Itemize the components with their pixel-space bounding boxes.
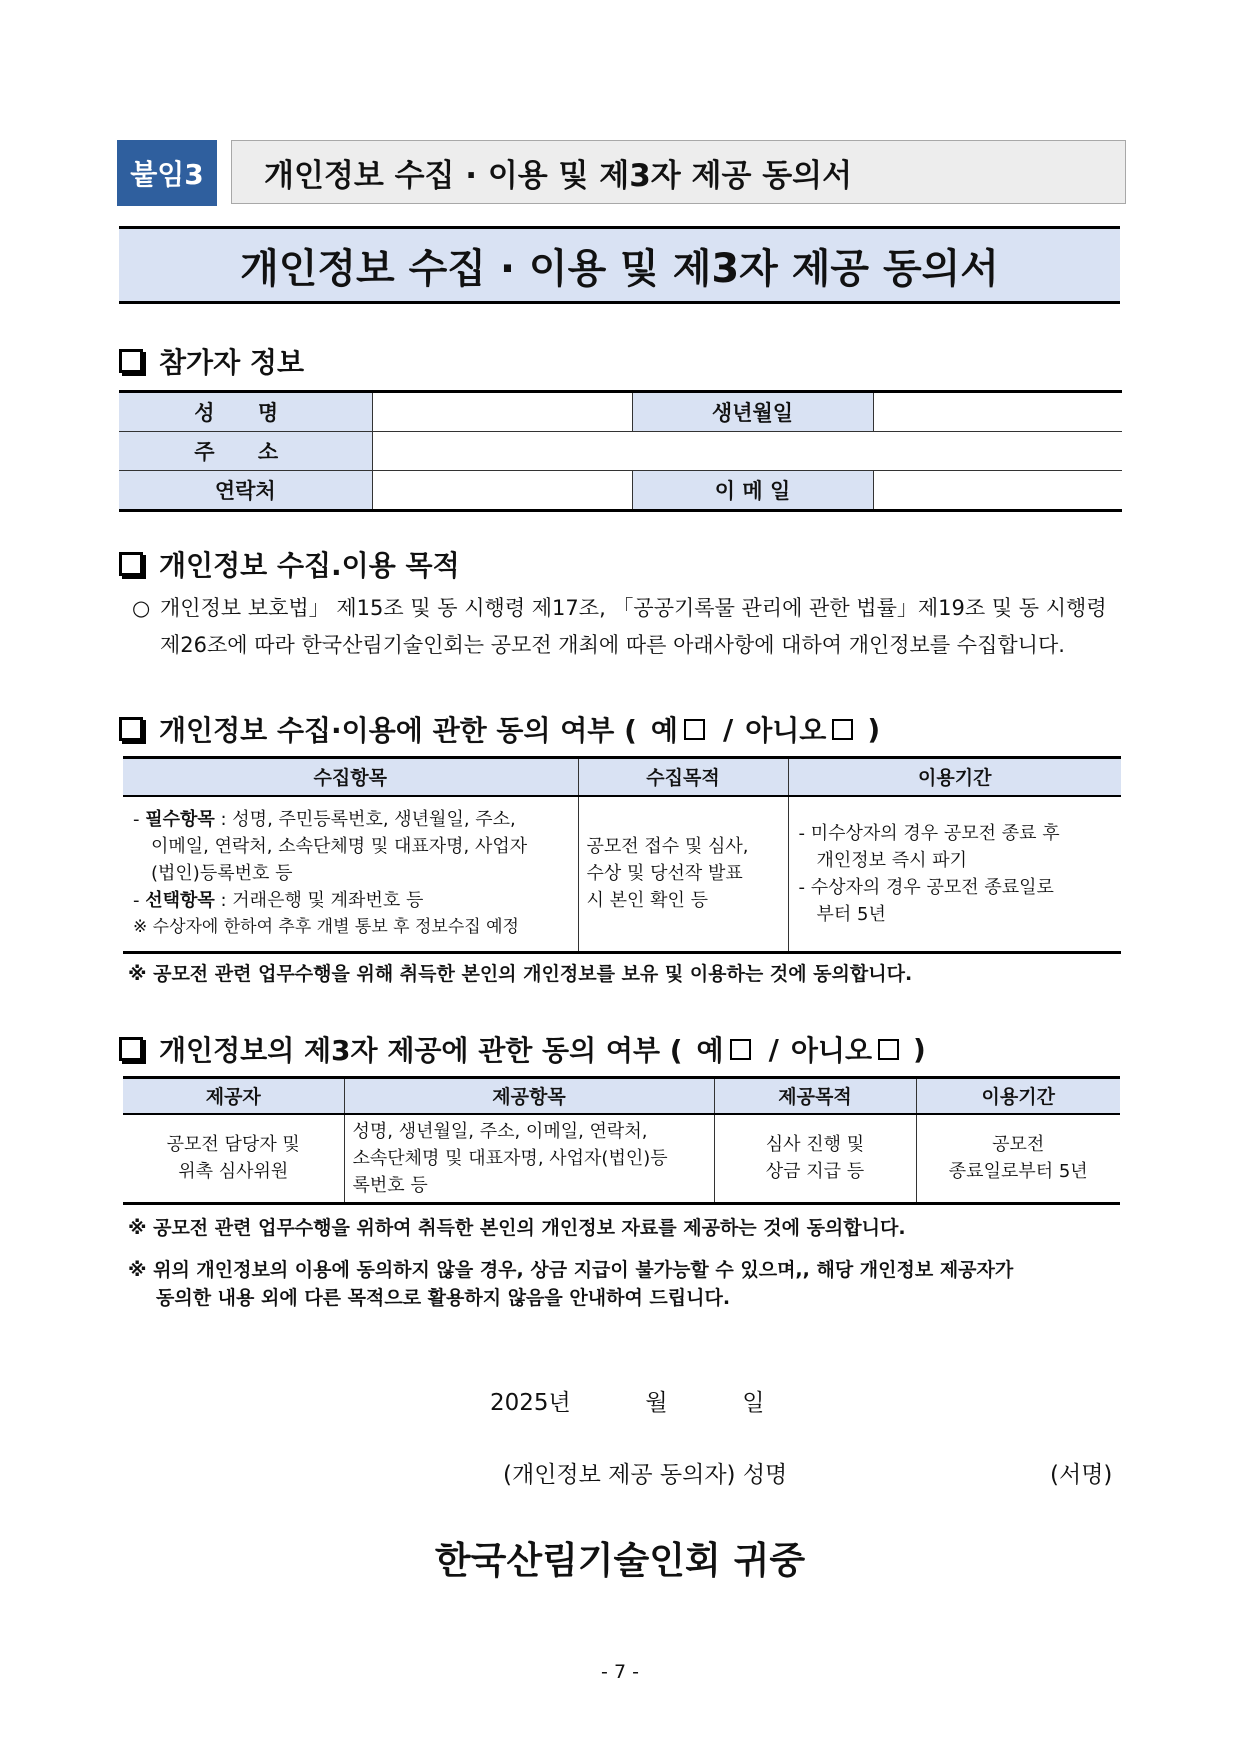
third-party-table [123, 1076, 1120, 1205]
purpose-line-1: 개인정보 보호법」 제15조 및 동 시행령 제17조, 「공공기록물 관리에 관한 법률」제19조 및 동 시행령 [160, 596, 1107, 620]
checkbox-square-icon [119, 717, 143, 741]
page-number: - 7 - [601, 1661, 639, 1683]
period-text: - 수상자의 경우 공모전 종료일로 [798, 876, 1054, 898]
section-collection-consent-heading [119, 709, 880, 749]
column-header: 제공항목 [344, 1078, 714, 1114]
collection-purpose-cell [578, 796, 788, 953]
date-month: 월 [645, 1390, 668, 1416]
table-header-row [123, 1078, 1120, 1114]
name-label: 성 명 [119, 392, 372, 432]
slash-separator: / [722, 712, 734, 746]
period-text: 공모전 [992, 1134, 1045, 1156]
birthdate-label: 생년월일 [632, 392, 873, 432]
notice-footnote-line-1: ※ 위의 개인정보의 이용에 동의하지 않을 경우, 상금 지급이 불가능할 수 있으며,, 해당 개인정보 제공자가 [128, 1259, 1014, 1281]
collection-table [123, 756, 1121, 954]
provided-items-cell [344, 1114, 714, 1204]
table-header-row [123, 758, 1121, 796]
required-items-text: : 성명, 주민등록번호, 생년월일, 주소, [214, 809, 516, 831]
period-text: 개인정보 즉시 파기 [816, 849, 968, 871]
provider-text: 공모전 담당자 및 [166, 1134, 300, 1156]
yes-label: 예 [650, 714, 678, 747]
section-third-party-consent-heading [119, 1029, 926, 1069]
collection-items-cell [123, 796, 578, 953]
purpose-text: 시 본인 확인 등 [586, 890, 708, 912]
provided-period-cell [916, 1114, 1120, 1204]
close-paren: ) [913, 1032, 926, 1066]
column-header: 제공목적 [714, 1078, 916, 1114]
notice-footnote-line-2: 동의한 내용 외에 다른 목적으로 활용하지 않음을 안내하여 드립니다. [156, 1287, 731, 1309]
table-row [123, 1114, 1120, 1204]
required-items-text: 이메일, 연락처, 소속단체명 및 대표자명, 사업자 [151, 836, 528, 858]
provided-purpose-cell [714, 1114, 916, 1204]
third-party-no-checkbox[interactable] [878, 1039, 899, 1060]
third-party-yes-checkbox[interactable] [730, 1039, 751, 1060]
consent-yes-checkbox[interactable] [684, 719, 705, 740]
purpose-paragraph [132, 590, 1122, 664]
column-header: 제공자 [123, 1078, 344, 1114]
section-heading-text: 참가자 정보 [159, 346, 304, 379]
items-text: 성명, 생년월일, 주소, 이메일, 연락처, [352, 1120, 648, 1142]
consent-no-checkbox[interactable] [832, 719, 853, 740]
no-label: 아니오 [745, 714, 827, 747]
items-text: 소속단체명 및 대표자명, 사업자(법인)등 [352, 1147, 668, 1169]
purpose-text: 심사 진행 및 [765, 1134, 865, 1156]
table-row [123, 796, 1121, 953]
yes-label: 예 [696, 1034, 724, 1067]
purpose-text: 상금 지급 등 [765, 1161, 865, 1183]
third-party-footnote: ※ 공모전 관련 업무수행을 위하여 취득한 본인의 개인정보 자료를 제공하는 것에 동의합니다. [128, 1217, 906, 1239]
birthdate-field[interactable] [873, 392, 1122, 432]
list-item: - 선택항목 : 거래은행 및 계좌번호 등 [133, 890, 424, 912]
items-text: 록번호 등 [352, 1174, 428, 1196]
table-row [119, 471, 1122, 511]
section-purpose-heading [119, 544, 460, 584]
date-year: 2025년 [490, 1390, 571, 1416]
signer-label: (개인정보 제공 동의자) 성명 [503, 1462, 788, 1488]
address-label: 주 소 [119, 432, 372, 471]
collection-footnote: ※ 공모전 관련 업무수행을 위해 취득한 본인의 개인정보를 보유 및 이용하는 것에 동의합니다. [128, 963, 913, 985]
purpose-text: 수상 및 당선작 발표 [586, 863, 743, 885]
period-text: 부터 5년 [816, 903, 886, 925]
attachment-tag: 붙임3 [117, 140, 217, 206]
provider-cell [123, 1114, 344, 1204]
signature-mark[interactable]: (서명) [1050, 1462, 1113, 1488]
purpose-line-2: 제26조에 따라 한국산림기술인회는 공모전 개최에 따른 아래사항에 대하여 개인정보를 수집합니다. [160, 633, 1065, 657]
section-heading-text: 개인정보 수집.이용 목적 [159, 549, 460, 582]
required-items-label: 필수항목 [145, 809, 215, 831]
section-heading-text: 개인정보의 제3자 제공에 관한 동의 여부 ( [159, 1034, 683, 1067]
email-field[interactable] [873, 471, 1122, 511]
table-row [119, 432, 1122, 471]
required-items-text: (법인)등록번호 등 [151, 863, 293, 885]
list-item: - 필수항목 : 성명, 주민등록번호, 생년월일, 주소, [133, 809, 516, 831]
no-label: 아니오 [790, 1034, 872, 1067]
column-header: 수집목적 [578, 758, 788, 796]
header-title: 개인정보 수집 · 이용 및 제3자 제공 동의서 [231, 140, 1126, 204]
checkbox-square-icon [119, 349, 143, 373]
email-label: 이 메 일 [632, 471, 873, 511]
optional-items-text: : 거래은행 및 계좌번호 등 [214, 890, 424, 912]
column-header: 이용기간 [788, 758, 1121, 796]
table-row [119, 392, 1122, 432]
section-heading-text: 개인정보 수집·이용에 관한 동의 여부 ( [159, 714, 637, 747]
collection-period-cell [788, 796, 1121, 953]
slash-separator: / [768, 1032, 779, 1066]
section-participant-info-heading [119, 341, 304, 381]
name-field[interactable] [372, 392, 632, 432]
collection-note: ※ 수상자에 한하여 추후 개별 통보 후 정보수집 예정 [133, 917, 519, 938]
participant-info-table [119, 390, 1122, 512]
date-line [490, 1384, 764, 1417]
optional-items-label: 선택항목 [145, 890, 215, 912]
recipient-line: 한국산림기술인회 귀중 [434, 1539, 806, 1582]
provider-text: 위촉 심사위원 [178, 1161, 289, 1183]
column-header: 이용기간 [916, 1078, 1120, 1114]
contact-label: 연락처 [119, 471, 372, 511]
document-title: 개인정보 수집 · 이용 및 제3자 제공 동의서 [119, 226, 1120, 304]
date-day: 일 [742, 1390, 765, 1416]
address-field[interactable] [372, 432, 1122, 471]
contact-field[interactable] [372, 471, 632, 511]
checkbox-square-icon [119, 1037, 143, 1061]
bullet-circle-icon: ○ [132, 596, 151, 620]
period-text: 종료일로부터 5년 [948, 1161, 1088, 1183]
column-header: 수집항목 [123, 758, 578, 796]
close-paren: ) [867, 712, 881, 746]
purpose-text: 공모전 접수 및 심사, [586, 836, 749, 858]
checkbox-square-icon [119, 552, 143, 576]
period-text: - 미수상자의 경우 공모전 종료 후 [798, 822, 1060, 844]
